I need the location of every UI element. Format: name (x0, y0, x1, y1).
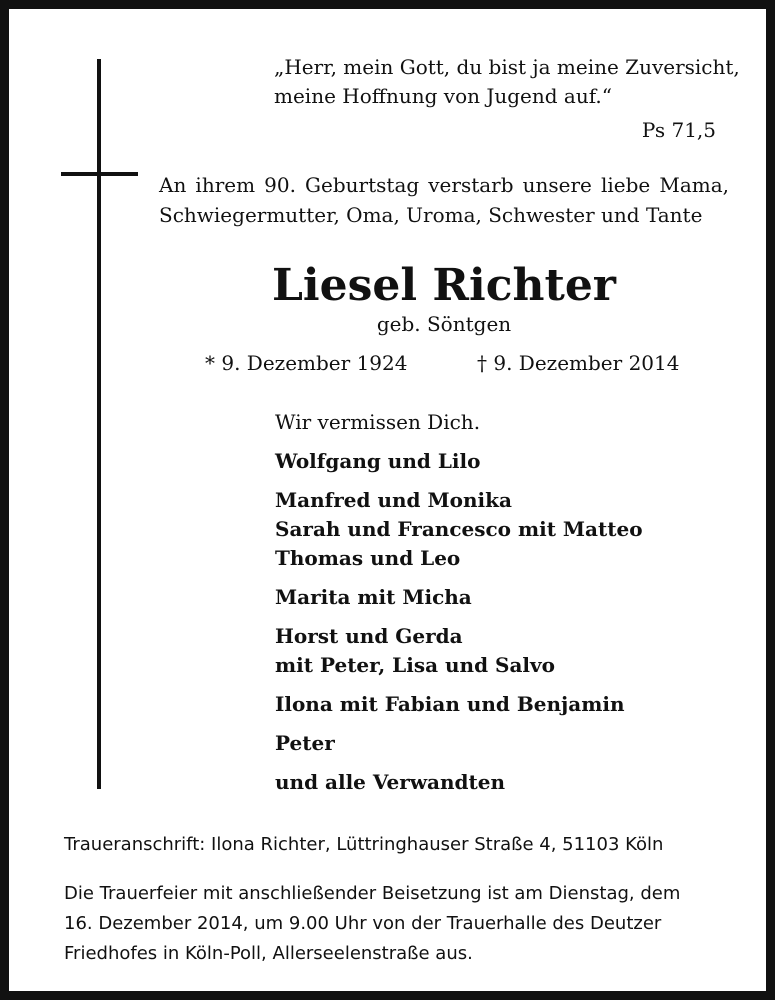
mourner-line: Ilona mit Fabian und Benjamin (275, 692, 625, 716)
service-line-1: Die Trauerfeier mit anschließender Beisetzung ist am Dienstag, dem (64, 883, 681, 904)
quote-line-1: „Herr, mein Gott, du bist ja meine Zuversicht, (274, 55, 740, 79)
mourner-line: mit Peter, Lisa und Salvo (275, 653, 555, 677)
bible-quote (274, 53, 744, 111)
mourner-group (275, 583, 643, 612)
mourner-line: Wolfgang und Lilo (275, 449, 481, 473)
birth-date: * 9. Dezember 1924 (205, 351, 408, 375)
funeral-service-info (64, 879, 734, 969)
mourner-group (275, 768, 643, 797)
cross-vertical-bar (97, 59, 101, 789)
mourning-address: Traueranschrift: Ilona Richter, Lüttringhauser Straße 4, 51103 Köln (64, 834, 664, 855)
service-line-3: Friedhofes in Köln-Poll, Allerseelenstraße aus. (64, 943, 473, 964)
mourner-line: Horst und Gerda (275, 624, 463, 648)
maiden-name: geb. Söntgen (376, 312, 512, 336)
intro-line-1: An ihrem 90. Geburtstag verstarb unsere liebe Mama, (159, 173, 729, 197)
mourner-group (275, 622, 643, 680)
mourner-line: Marita mit Micha (275, 585, 472, 609)
intro-line-2: Schwiegermutter, Oma, Uroma, Schwester und Tante (159, 203, 703, 227)
mourners-list (275, 408, 643, 807)
intro-text (159, 170, 729, 230)
mourner-line: Thomas und Leo (275, 546, 461, 570)
mourner-line: Sarah und Francesco mit Matteo (275, 517, 643, 541)
mourner-group (275, 690, 643, 719)
mourner-line: Peter (275, 731, 335, 755)
psalm-reference: Ps 71,5 (641, 118, 716, 142)
quote-line-2: meine Hoffnung von Jugend auf.“ (274, 84, 612, 108)
mourner-group (275, 447, 643, 476)
mourner-line: Manfred und Monika (275, 488, 512, 512)
cross-horizontal-bar (61, 172, 138, 176)
we-miss-you-text: Wir vermissen Dich. (275, 410, 481, 434)
service-line-2: 16. Dezember 2014, um 9.00 Uhr von der Trauerhalle des Deutzer (64, 913, 662, 934)
mourner-group (275, 486, 643, 573)
mourner-group (275, 729, 643, 758)
mourner-line: und alle Verwandten (275, 770, 506, 794)
deceased-name: Liesel Richter (271, 260, 616, 311)
death-date: † 9. Dezember 2014 (477, 351, 680, 375)
